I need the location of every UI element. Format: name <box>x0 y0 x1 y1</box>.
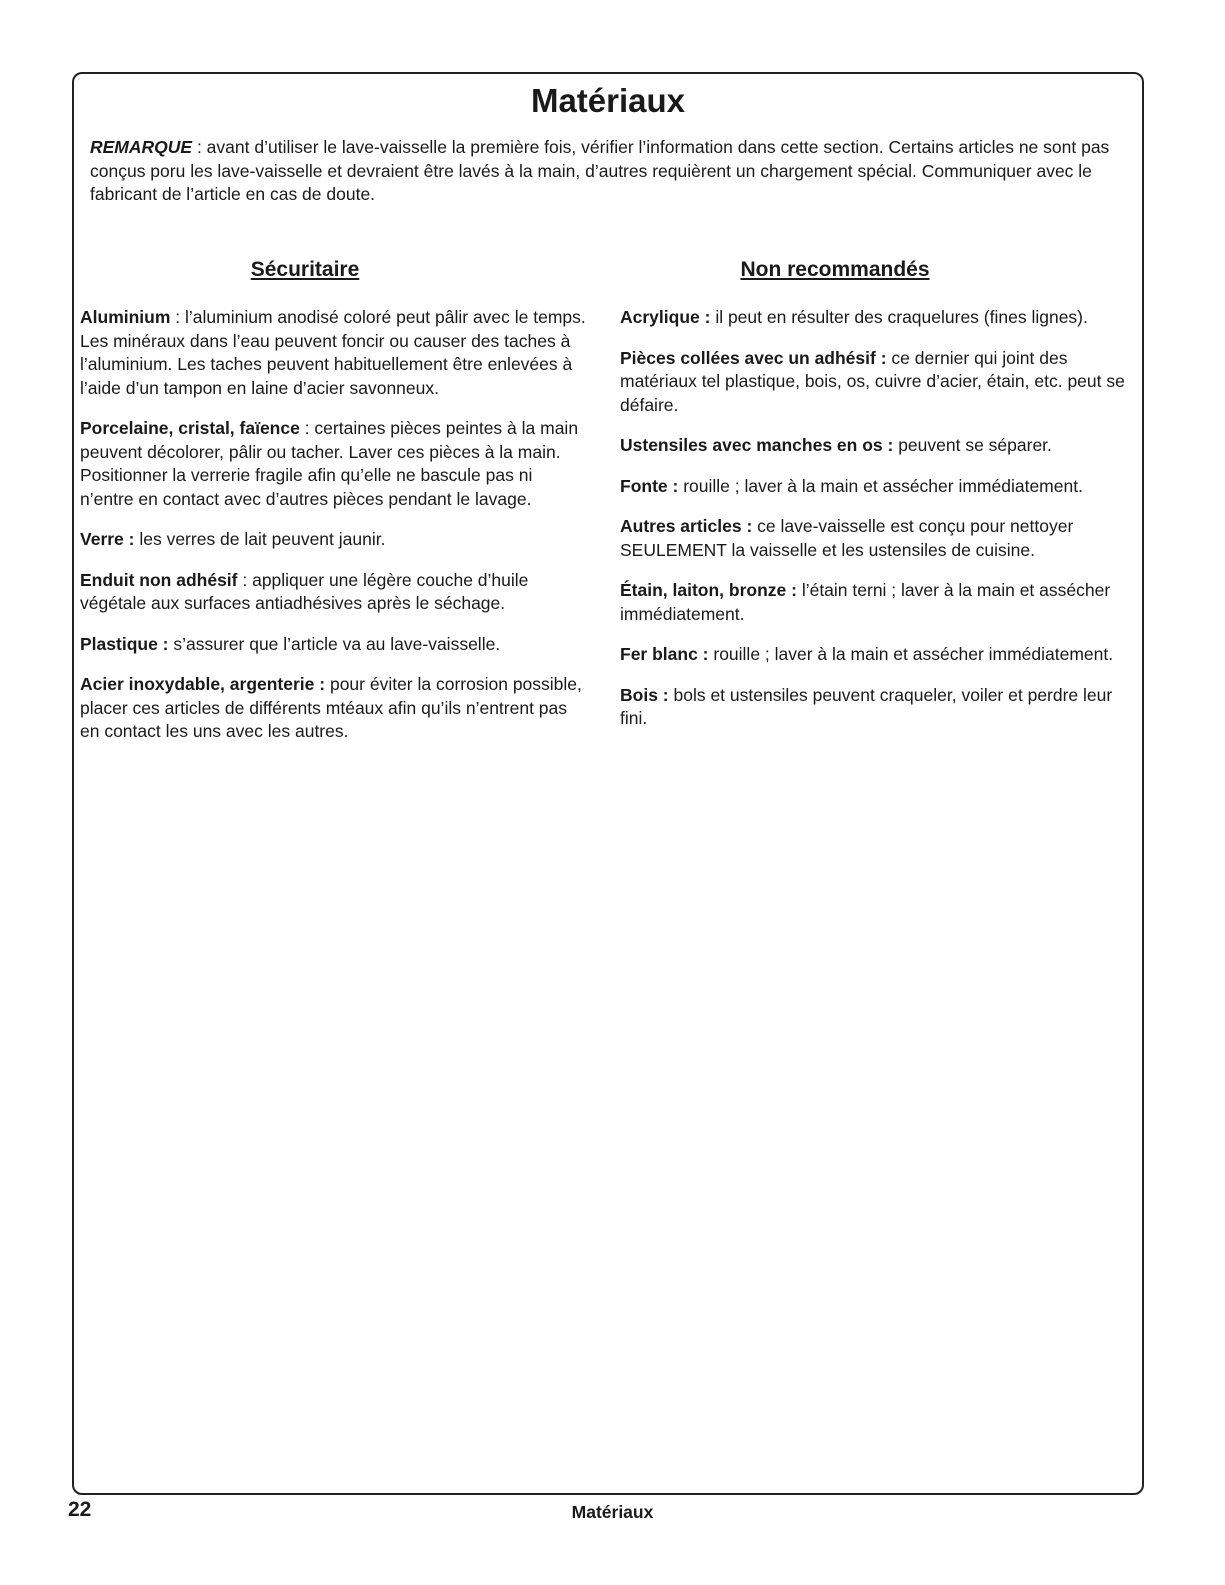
nr-item-ustensiles-os <box>620 434 1140 458</box>
item-term: Aluminium <box>80 307 171 327</box>
item-text: ce lave-vaisselle est conçu pour nettoyer SEULEMENT la vaisselle et les ustensiles de cuisine. <box>620 516 1074 560</box>
item-term: Acrylique : <box>620 307 711 327</box>
not-recommended-heading: Non recommandés <box>740 258 930 281</box>
item-text: rouille ; laver à la main et assécher immédiatement. <box>708 644 1114 664</box>
content-frame <box>72 72 1144 1495</box>
item-term: Verre : <box>80 529 135 549</box>
nr-item-fer-blanc <box>620 643 1140 667</box>
item-text: rouille ; laver à la main et assécher immédiatement. <box>678 475 1083 496</box>
item-term: Porcelaine, cristal, faïence <box>80 418 300 438</box>
item-text: pour éviter la corrosion possible, placer ces articles de différents mtéaux afin qu’ils n’entrent pas en contact les uns avec les autres. <box>80 674 582 741</box>
remarque-note <box>90 136 1110 207</box>
safe-column <box>80 258 590 761</box>
safe-item-porcelaine <box>80 417 590 511</box>
item-term: Pièces collées avec un adhésif : <box>620 347 887 368</box>
page-number: 22 <box>68 1498 92 1521</box>
item-term: Bois : <box>620 684 669 705</box>
item-text: ce dernier qui joint des matériaux tel plastique, bois, os, cuivre d’acier, étain, etc. peut se défaire. <box>620 347 1125 415</box>
item-text: s’assurer que l’article va au lave-vaisselle. <box>168 633 501 654</box>
safe-heading: Sécuritaire <box>250 258 360 281</box>
nr-item-fonte <box>620 475 1140 499</box>
nr-item-bois <box>620 684 1140 731</box>
safe-item-plastique <box>80 633 590 657</box>
item-text: il peut en résulter des craquelures (fines lignes). <box>710 307 1088 327</box>
item-text: les verres de lait peuvent jaunir. <box>134 529 386 549</box>
footer-title: Matériaux <box>571 1502 654 1522</box>
nr-item-etain <box>620 579 1140 626</box>
item-text: bols et ustensiles peuvent craqueler, voiler et perdre leur fini. <box>620 684 1113 728</box>
safe-item-aluminium <box>80 306 590 400</box>
nr-item-autres-articles <box>620 515 1140 562</box>
safe-item-verre <box>80 528 590 552</box>
item-text: l’étain terni ; laver à la main et assécher immédiatement. <box>620 580 1111 624</box>
item-term: Autres articles : <box>620 516 753 536</box>
safe-item-acier <box>80 673 590 744</box>
item-text: : certaines pièces peintes à la main peuvent décolorer, pâlir ou tacher. Laver ces pièces à la main. Positionner la verrerie fragile afin qu’elle ne bascule pas ni n’entre en contact avec d’autres pièces pendant le lavage. <box>80 418 579 509</box>
page-title: Matériaux <box>530 82 686 119</box>
item-text: : l’aluminium anodisé coloré peut pâlir avec le temps. Les minéraux dans l’eau peuvent foncir ou causer des taches à l’aluminium. Les taches peuvent habituellement être enlevées à l’aide d’un tampon en laine d’acier savonneux. <box>80 307 586 398</box>
item-term: Ustensiles avec manches en os : <box>620 435 894 455</box>
item-term: Étain, laiton, bronze : <box>620 580 797 600</box>
safe-item-enduit <box>80 569 590 616</box>
not-recommended-column <box>620 258 1140 748</box>
item-text: : appliquer une légère couche d’huile végétale aux surfaces antiadhésives après le séchage. <box>80 569 529 613</box>
item-term: Acier inoxydable, argenterie : <box>80 674 326 694</box>
item-term: Plastique : <box>80 633 169 654</box>
item-term: Enduit non adhésif <box>80 569 238 590</box>
item-term: Fer blanc : <box>620 644 709 664</box>
remarque-label: REMARQUE <box>90 137 193 157</box>
nr-item-acrylique <box>620 306 1140 330</box>
nr-item-pieces-collees <box>620 347 1140 418</box>
item-text: peuvent se séparer. <box>893 435 1052 455</box>
remarque-text: : avant d’utiliser le lave-vaisselle la première fois, vérifier l’information dans cette section. Certains articles ne sont pas conçus poru les lave-vaisselle et devraient être lavés à la main, d’autres requièrent un chargement spécial. Communiquer avec le fabricant de l’article en cas de doute. <box>90 137 1110 204</box>
item-term: Fonte : <box>620 475 679 496</box>
